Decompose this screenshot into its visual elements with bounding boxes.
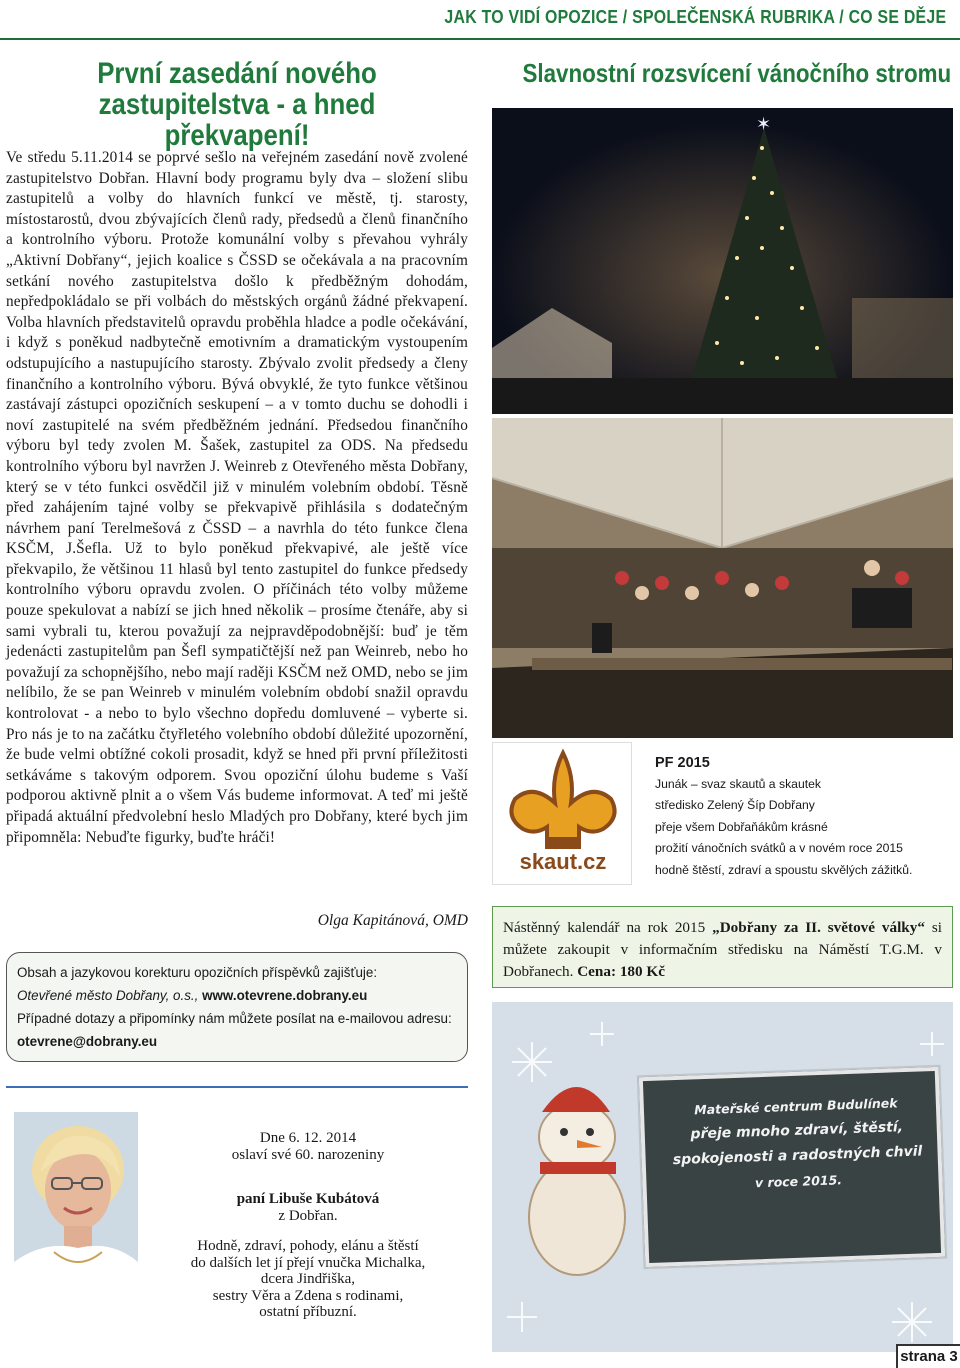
info-box xyxy=(6,952,468,1062)
article-body xyxy=(6,148,468,848)
pf-greeting xyxy=(655,752,955,881)
info-line2 xyxy=(17,984,457,1007)
header-rubric: JAK TO VIDÍ OPOZICE / SPOLEČENSKÁ RUBRIKA / CO SE DĚJE xyxy=(444,7,946,27)
portrait-illustration xyxy=(14,1112,138,1317)
birthday-wish5: ostatní příbuzní. xyxy=(259,1304,357,1320)
right-section-title: Slavnostní rozsvícení vánočního stromu xyxy=(522,58,952,88)
christmas-tree-photo xyxy=(492,108,953,414)
concert-illustration xyxy=(492,418,953,738)
info-contact-text: Případné dotazy a připomínky nám můžete posílat na e-mailovou adresu: xyxy=(17,1011,452,1026)
article-title-line2: zastupitelstva - a hned překvapení! xyxy=(98,88,376,152)
birthday-wish4: sestry Věra a Zdena s rodinami, xyxy=(212,1287,404,1304)
page-header xyxy=(0,0,960,40)
article-author: Olga Kapitánová, OMD xyxy=(317,912,468,929)
card-line2: přeje mnoho zdraví, štěstí, xyxy=(690,1119,904,1143)
calendar-text-a: Nástěnný kalendář na rok 2015 xyxy=(503,919,706,936)
scout-logo xyxy=(492,742,632,885)
article-paragraph: Ve středu 5.11.2014 se poprvé sešlo na veřejném zasedání nově zvolené zastupitelstvo Dobřan. Hlavní body programu byly dva – složení slibu zastupitelů a volby do hlavních funkcí ve městě, tj. starosty, místostarostů, dvou zbývajících členů rady, předsedů a členů finančního a kontrolního výboru. Protože komunální volby s převahou vyhrály „Aktivní Dobřany“, jejich koalice s ČSSD se očekávala a na pracovním setkání nového zastupitelstva došlo k předběžným dohodám, nepředpokládalo se při volbách do městských orgánů žádné překvapení. Volba hlavních představitelů opravdu proběhla hladce a podle očekávání, i když s poněkud nadbytečně emotivním a dramatickým vystoupením odstupujícího a nastupujícího starosty. Zbývalo zvolit předsedy a členy finančního a kontrolního výboru. Bývá obvyklé, že tyto funkce většinou zastávají zástupci opozičních seskupení – a v tomto duchu se dohodli i noví zastupitelé na svém předběžném jednání. Předsedou finančního výboru byl tedy zvolen M. Šašek, zastupitel za ODS. Na předsedu kontrolního výboru byl navržen J. Weinreb z Otevřeného města Dobřany, který se v této funkci osvědčil již v minulém volebním období. Těsně před zahájením tajné volby se překvapivě přihlásila s dodatečným návrhem paní Terelmešová z ČSSD – a navrhla do této funkce člena KSČM, J.Šefla. Už to bylo poněkud překvapivé, ale ještě více překvapilo, že většinou 11 hlasů byl tento zastupitel do funkce předsedy kontrolního výboru opravdu zvolen. O příčinách této volby můžeme pouze spekulovat a nabízí se jich hned několik – prosíme čtenáře, aby si sami vybrali tu, kterou považují za nejpravděpodobnější: buď je těm jedenácti zastupitelům pan Šefl sympatičtější než pan Weinreb, nebo ho považují za schopnějšího, nebo mají raději KSČM než OMD, nebo se jim nelíbilo, že se pan Weinreb v minulém volebním období snažil opravdu kontrolovat - a nebo to bylo všechno dopředu domluvené – vyberte si. Pro nás je to na začátku čtyřletého volebního období důležité upozornění, že bude velmi obtížné cokoli prosadit, když se hned při první příležitosti setkáváme s takovým odporem. Svou opoziční úlohu budeme s Vaší podporou aktivně plnit a o všem Vás budeme informovat. A teď mi ještě připadá aktuální předvolební heslo Mladých pro Dobřany, které bych jim připomněla: Nebuďte figurky, buďte hráči! xyxy=(6,149,468,846)
chalkboard xyxy=(639,1067,945,1267)
calendar-price: Cena: 180 Kč xyxy=(577,963,665,980)
pf-line4: prožití vánočních svátků a v novém roce 2015 xyxy=(655,841,903,856)
card-line3: spokojenosti a radostných chvil xyxy=(672,1143,923,1169)
info-email-link[interactable]: otevrene@dobrany.eu xyxy=(17,1034,158,1049)
card-line1: Mateřské centrum Budulínek xyxy=(693,1095,898,1118)
pf-title: PF 2015 xyxy=(655,755,710,771)
concert-stage-photo xyxy=(492,418,953,738)
birthday-from: z Dobřan. xyxy=(278,1207,338,1224)
pf-line2: středisko Zelený Šíp Dobřany xyxy=(655,798,815,813)
pf-line1: Junák – svaz skautů a skautek xyxy=(655,777,821,791)
birthday-date: Dne 6. 12. 2014 xyxy=(259,1130,357,1146)
page-number: strana 3 xyxy=(896,1344,960,1368)
article-title-line1: První zasedání nového xyxy=(97,57,377,90)
birthday-name: paní Libuše Kubátová xyxy=(236,1191,380,1207)
card-message xyxy=(656,1089,939,1199)
pf-line3: přeje všem Dobřaňákům krásné xyxy=(655,819,828,834)
calendar-title: „Dobřany za II. světové války“ xyxy=(712,919,925,936)
info-org: Otevřené město Dobřany, o.s., xyxy=(17,988,199,1003)
separator-line xyxy=(6,1086,468,1088)
birthday-wish3: dcera Jindřiška, xyxy=(260,1271,356,1287)
greeting-card xyxy=(492,1002,953,1352)
left-article-header xyxy=(6,58,468,151)
pf-line5: hodně štěstí, zdraví a spoustu skvělých zážitků. xyxy=(655,862,913,877)
scout-logo-text: skaut.cz xyxy=(519,849,607,874)
birthday-wish2: do dalších let jí přejí vnučka Michalka, xyxy=(190,1254,426,1271)
birthday-wish1: Hodně, zdraví, pohody, elánu a štěstí xyxy=(197,1238,419,1254)
birthday-photo xyxy=(14,1112,138,1317)
birthday-notice xyxy=(140,1130,476,1321)
tree-night-illustration xyxy=(492,108,953,414)
info-web-link[interactable]: www.otevrene.dobrany.eu xyxy=(202,988,368,1003)
info-line3 xyxy=(17,1007,457,1053)
info-line1: Obsah a jazykovou korekturu opozičních příspěvků zajišťuje: xyxy=(17,965,378,980)
card-line4: v roce 2015. xyxy=(754,1172,843,1191)
calendar-text-c: si můžete zakoupit v informačním středisku na Náměstí T.G.M. v Dobřanech. xyxy=(503,919,942,980)
calendar-offer xyxy=(492,906,953,988)
article-title xyxy=(38,58,435,151)
svg-text:✶: ✶ xyxy=(756,114,772,135)
birthday-celebrates: oslaví své 60. narozeniny xyxy=(231,1146,385,1163)
